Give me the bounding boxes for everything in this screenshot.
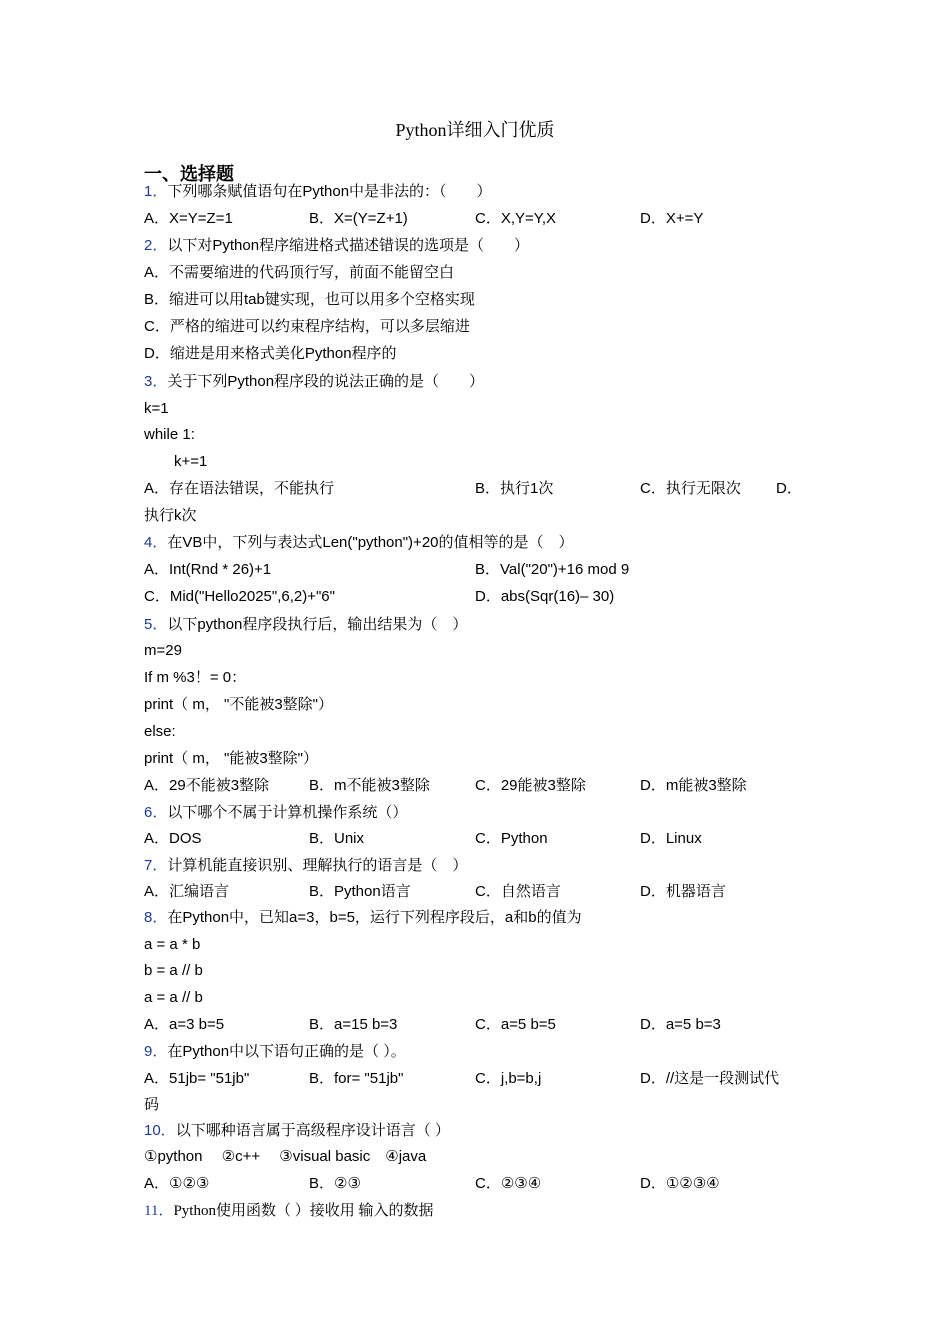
option-b: B．m不能被3整除 <box>309 777 430 794</box>
option-a: A．X=Y=Z=1 <box>144 210 233 227</box>
code-line: print（ m， "不能被3整除"） <box>144 696 334 713</box>
option-d-wrap: 执行k次 <box>144 507 197 524</box>
question-5 <box>144 615 467 635</box>
code-line: m=29 <box>144 642 182 659</box>
question-text: Python使用函数（ ）接收用 输入的数据 <box>173 1203 434 1219</box>
question-text: 关于下列Python程序段的说法正确的是（ ） <box>167 373 485 390</box>
option-b: B．执行1次 <box>475 480 554 497</box>
option-a: A．29不能被3整除 <box>144 777 270 794</box>
option-d: D．缩进是用来格式美化Python程序的 <box>144 345 397 362</box>
question-text: 在VB中，下列与表达式Len("python")+20的值相等的是（ ） <box>167 534 574 551</box>
option-d: D．//这是一段测试代 <box>640 1070 780 1087</box>
option-c: C．29能被3整除 <box>475 777 586 794</box>
option-c: C．a=5 b=5 <box>475 1016 556 1033</box>
option-c: C．严格的缩进可以约束程序结构，可以多层缩进 <box>144 318 470 335</box>
option-c: C．j,b=b,j <box>475 1070 542 1087</box>
option-a: A．存在语法错误，不能执行 <box>144 480 335 497</box>
option-b: B．②③ <box>309 1175 361 1192</box>
code-line: b = a // b <box>144 962 203 979</box>
code-line: while 1: <box>144 426 195 443</box>
option-d: D．Linux <box>640 830 702 847</box>
question-number: 1． <box>144 183 168 200</box>
code-line: ①python ②c++ ③visual basic ④java <box>144 1148 427 1165</box>
option-c: C．Python <box>475 830 548 847</box>
code-line: a = a * b <box>144 936 201 953</box>
code-line: print（ m， "能被3整除"） <box>144 750 319 767</box>
question-4 <box>144 533 574 553</box>
option-a: A．DOS <box>144 830 202 847</box>
question-9 <box>144 1042 406 1062</box>
option-c: C．X,Y=Y,X <box>475 210 557 227</box>
option-d: D． <box>776 480 802 497</box>
question-text: 以下python程序段执行后，输出结果为（ ） <box>167 616 468 633</box>
option-d: D．X+=Y <box>640 210 704 227</box>
question-text: 在Python中以下语句正确的是（ ）。 <box>167 1043 406 1060</box>
question-number: 6． <box>144 804 168 821</box>
option-c: C．Mid("Hello2025",6,2)+"6" <box>144 588 335 605</box>
option-a: A．①②③ <box>144 1175 210 1192</box>
question-number: 4． <box>144 534 168 551</box>
question-6 <box>144 803 407 823</box>
question-number: 9． <box>144 1043 168 1060</box>
question-11 <box>144 1201 433 1221</box>
question-7 <box>144 856 467 876</box>
option-d: D．机器语言 <box>640 883 726 900</box>
option-b: B．a=15 b=3 <box>309 1016 398 1033</box>
question-number: 11． <box>144 1203 174 1219</box>
option-b: B．Val("20")+16 mod 9 <box>475 561 630 578</box>
option-d: D．a=5 b=3 <box>640 1016 721 1033</box>
question-number: 5． <box>144 616 168 633</box>
code-line: If m %3！= 0： <box>144 669 247 686</box>
question-2 <box>144 236 529 256</box>
question-3 <box>144 372 484 392</box>
question-text: 计算机能直接识别、理解执行的语言是（ ） <box>167 857 468 874</box>
option-c: C．执行无限次 <box>640 480 741 497</box>
option-c: C．②③④ <box>475 1175 542 1192</box>
option-a: A．汇编语言 <box>144 883 230 900</box>
question-number: 3． <box>144 373 168 390</box>
question-number: 10． <box>144 1122 176 1139</box>
question-number: 8． <box>144 909 168 926</box>
question-1 <box>144 182 492 202</box>
option-b: B．Unix <box>309 830 365 847</box>
option-b: B．缩进可以用tab键实现，也可以用多个空格实现 <box>144 291 475 308</box>
option-b: B．X=(Y=Z+1) <box>309 210 408 227</box>
question-text: 以下哪种语言属于高级程序设计语言（ ） <box>175 1122 450 1139</box>
question-number: 7． <box>144 857 168 874</box>
question-text: 以下哪个不属于计算机操作系统（） <box>167 804 408 821</box>
question-10 <box>144 1121 450 1141</box>
option-d-wrap: 码 <box>144 1096 160 1113</box>
option-a: A．a=3 b=5 <box>144 1016 225 1033</box>
option-a: A．不需要缩进的代码顶行写，前面不能留空白 <box>144 264 455 281</box>
section-heading: 一、选择题 <box>144 164 234 184</box>
question-8 <box>144 908 582 928</box>
code-line: k+=1 <box>174 453 208 470</box>
code-line: else: <box>144 723 176 740</box>
option-a: A．51jb= "51jb" <box>144 1070 250 1087</box>
option-c: C．自然语言 <box>475 883 561 900</box>
option-d: D．abs(Sqr(16)– 30) <box>475 588 615 605</box>
question-text: 下列哪条赋值语句在Python中是非法的：（ ） <box>167 183 492 200</box>
option-b: B．Python语言 <box>309 883 411 900</box>
option-d: D．m能被3整除 <box>640 777 747 794</box>
code-line: a = a // b <box>144 989 203 1006</box>
code-line: k=1 <box>144 400 169 417</box>
document-title: Python详细入门优质 <box>395 120 555 140</box>
question-text: 以下对Python程序缩进格式描述错误的选项是（ ） <box>167 237 530 254</box>
option-a: A．Int(Rnd * 26)+1 <box>144 561 272 578</box>
question-text: 在Python中，已知a=3，b=5，运行下列程序段后，a和b的值为 <box>167 909 582 926</box>
option-b: B．for= "51jb" <box>309 1070 404 1087</box>
question-number: 2． <box>144 237 168 254</box>
option-d: D．①②③④ <box>640 1175 720 1192</box>
